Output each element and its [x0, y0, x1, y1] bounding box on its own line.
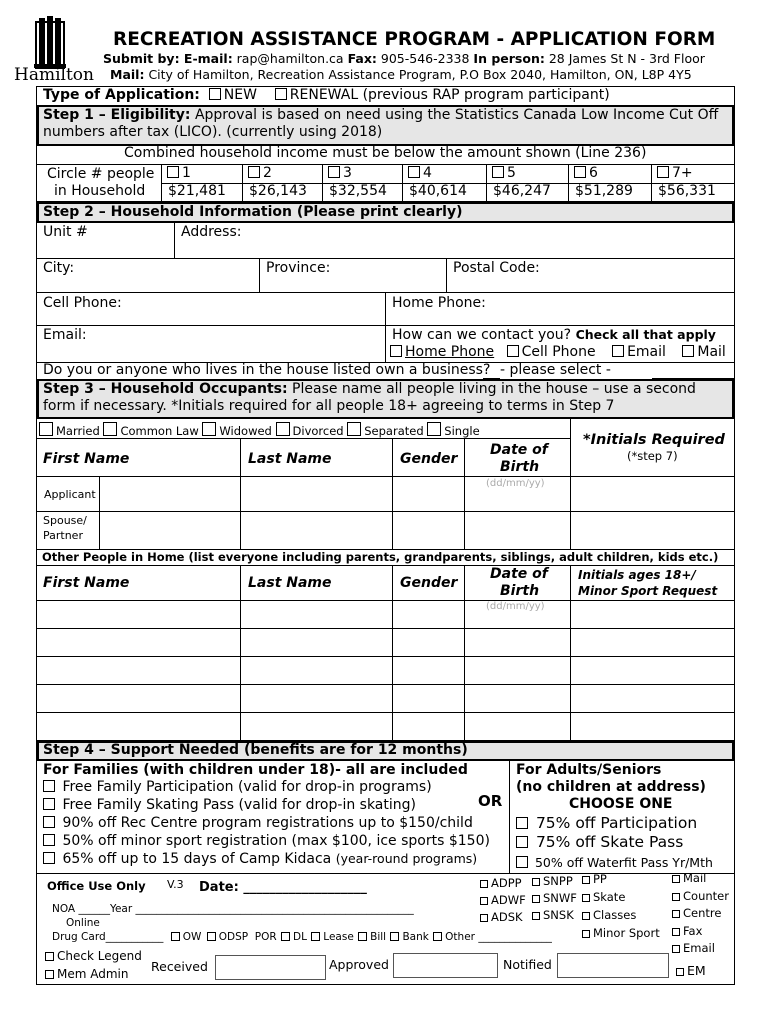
office-online: Online — [66, 917, 100, 929]
code-adsk[interactable]: ADSK — [480, 911, 523, 924]
col-first-name: First Name — [43, 451, 130, 467]
code-snsk[interactable]: SNSK — [532, 909, 574, 922]
family-option-4: 65% off up to 15 days of Camp Kidaca (year-round programs) — [43, 852, 477, 867]
income-amount-6: $51,289 — [575, 183, 633, 199]
income-amount-7: $56,331 — [658, 183, 716, 199]
people-count-2[interactable]: 2 — [248, 166, 272, 181]
adult-skate-checkbox[interactable] — [516, 836, 528, 848]
col-dob-1b: Date of — [490, 566, 548, 582]
office-docs: Drug Card___________ OW ODSP POR DL Lease Bill Bank Other ______________ — [52, 931, 552, 943]
contact-centre[interactable]: Centre — [672, 907, 721, 920]
col-last-name-2: Last Name — [248, 575, 332, 591]
spouse-label-1: Spouse/ — [43, 514, 87, 527]
col-dob-2b: Birth — [500, 583, 540, 599]
applicant-label: Applicant — [44, 488, 96, 501]
income-amount-2: $26,143 — [249, 183, 307, 199]
contact-fax[interactable]: Fax — [672, 925, 702, 938]
email-checkbox[interactable] — [612, 345, 624, 357]
married-checkbox[interactable] — [39, 422, 53, 436]
contact-em[interactable]: EM — [676, 964, 706, 978]
family-skating-checkbox[interactable] — [43, 798, 55, 810]
logo-text: Hamilton — [14, 65, 94, 85]
step1-text2: numbers after tax (LICO). (currently using 2018) — [43, 124, 383, 140]
common-law-checkbox[interactable] — [103, 422, 117, 436]
widowed-checkbox[interactable] — [202, 422, 216, 436]
home-phone-checkbox[interactable] — [390, 345, 402, 357]
step4-title: Step 4 – Support Needed (benefits are for 12 months) — [43, 742, 468, 758]
income-amount-4: $40,614 — [409, 183, 467, 199]
code-pp[interactable]: PP — [582, 873, 607, 886]
notified-field[interactable] — [557, 953, 669, 978]
step1-text: Step 1 – Eligibility: Approval is based on need using the Statistics Canada Low Income Cut Off — [43, 107, 719, 123]
choose-one: CHOOSE ONE — [569, 796, 673, 812]
col-gender: Gender — [400, 451, 458, 467]
adult-option-2: 50% off Waterfit Pass Yr/Mth — [516, 856, 713, 870]
office-date: Date: ___________________ — [199, 880, 367, 895]
people-count-6[interactable]: 6 — [574, 166, 598, 181]
code-snpp[interactable]: SNPP — [532, 875, 573, 888]
income-note: Combined household income must be below the amount shown (Line 236) — [124, 145, 647, 161]
hamilton-logo — [10, 14, 94, 88]
dob-hint: (dd/mm/yy) — [486, 478, 545, 489]
office-version: V.3 — [167, 878, 184, 891]
approved-label: Approved — [329, 957, 389, 972]
code-classes[interactable]: Classes — [582, 909, 636, 922]
contact-options: Home Phone Cell Phone Email Mail — [390, 345, 726, 360]
income-amount-3: $32,554 — [329, 183, 387, 199]
family-participation-checkbox[interactable] — [43, 780, 55, 792]
unit-label: Unit # — [43, 224, 88, 240]
camp-kidaca-checkbox[interactable] — [43, 852, 55, 864]
people-count-1[interactable]: 1 — [167, 166, 191, 181]
city-hall-icon — [10, 14, 90, 70]
code-adpp[interactable]: ADPP — [480, 877, 522, 890]
renewal-checkbox[interactable] — [275, 88, 287, 100]
contact-mail[interactable]: Mail — [672, 872, 706, 885]
code-snwf[interactable]: SNWF — [532, 892, 577, 905]
income-amount-1: $21,481 — [168, 183, 226, 199]
income-amount-5: $46,247 — [493, 183, 551, 199]
initials-step: (*step 7) — [627, 449, 678, 463]
dob-hint-2: (dd/mm/yy) — [486, 601, 545, 612]
families-title: For Families (with children under 18)- all are included — [43, 762, 468, 778]
check-legend: Check Legend — [45, 950, 142, 963]
mail-checkbox[interactable] — [682, 345, 694, 357]
business-select[interactable]: - please select - — [500, 362, 611, 378]
new-checkbox[interactable] — [209, 88, 221, 100]
initials-18-2: Minor Sport Request — [578, 584, 718, 598]
people-count-4[interactable]: 4 — [408, 166, 432, 181]
business-question: Do you or anyone who lives in the house listed own a business? — [43, 362, 491, 378]
code-skate[interactable]: Skate — [582, 891, 625, 904]
people-count-5[interactable]: 5 — [492, 166, 516, 181]
contact-counter[interactable]: Counter — [672, 890, 729, 903]
col-last-name: Last Name — [248, 451, 332, 467]
approved-field[interactable] — [393, 953, 498, 978]
office-title: Office Use Only — [47, 879, 146, 893]
received-field[interactable] — [215, 955, 326, 980]
people-count-3[interactable]: 3 — [328, 166, 352, 181]
home-label: Home Phone: — [392, 295, 486, 311]
step2-title: Step 2 – Household Information (Please print clearly) — [43, 204, 463, 220]
single-checkbox[interactable] — [427, 422, 441, 436]
adult-option-0: 75% off Participation — [516, 815, 697, 832]
separated-checkbox[interactable] — [347, 422, 361, 436]
type-of-application: Type of Application: NEW RENEWAL (previous RAP program participant) — [43, 87, 610, 103]
notified-label: Notified — [503, 957, 552, 972]
mem-admin: Mem Admin — [45, 968, 128, 981]
family-option-2: 90% off Rec Centre program registrations up to $150/child — [43, 816, 473, 831]
code-adwf[interactable]: ADWF — [480, 894, 526, 907]
form-title: RECREATION ASSISTANCE PROGRAM - APPLICATION FORM — [113, 29, 716, 50]
email-label: Email: — [43, 327, 87, 343]
adults-title-1: For Adults/Seniors — [516, 762, 662, 778]
col-dob-2: Birth — [500, 459, 540, 475]
spouse-label-2: Partner — [43, 529, 83, 542]
marital-options: Married Common Law Widowed Divorced Separated Single — [39, 422, 480, 438]
people-count-7[interactable]: 7+ — [657, 166, 693, 181]
minor-sport-checkbox[interactable] — [43, 834, 55, 846]
received-label: Received — [151, 959, 208, 974]
adult-option-1: 75% off Skate Pass — [516, 834, 683, 851]
col-first-name-2: First Name — [43, 575, 130, 591]
initials-required: *Initials Required — [583, 432, 725, 448]
cell-label: Cell Phone: — [43, 295, 122, 311]
col-gender-2: Gender — [400, 575, 458, 591]
initials-18-1: Initials ages 18+/ — [578, 568, 696, 582]
submit-line: Submit by: E-mail: rap@hamilton.ca Fax: 905-546-2338 In person: 28 James St N - 3rd Floor — [103, 51, 705, 66]
or-label: OR — [478, 792, 503, 810]
family-option-3: 50% off minor sport registration (max $100, ice sports $150) — [43, 834, 490, 849]
other-people-label: Other People in Home (list everyone including parents, grandparents, siblings, adult children, kids etc.) — [42, 550, 719, 564]
family-option-0: Free Family Participation (valid for drop-in programs) — [43, 780, 432, 795]
code-minor-sport[interactable]: Minor Sport — [582, 927, 660, 940]
people-label-2: in Household — [54, 183, 146, 199]
step3-text2: form if necessary. *Initials required for all people 18+ agreeing to terms in Step 7 — [43, 398, 615, 414]
postal-label: Postal Code: — [453, 260, 540, 276]
address-label: Address: — [181, 224, 242, 240]
mail-line: Mail: City of Hamilton, Recreation Assistance Program, P.O Box 2040, Hamilton, ON, L8P 4Y5 — [110, 67, 692, 82]
step3-text: Step 3 – Household Occupants: Please name all people living in the house – use a second — [43, 381, 696, 397]
col-dob-1: Date of — [490, 442, 548, 458]
divorced-checkbox[interactable] — [276, 422, 290, 436]
province-label: Province: — [266, 260, 331, 276]
adults-title-2: (no children at address) — [516, 779, 706, 795]
rec-centre-checkbox[interactable] — [43, 816, 55, 828]
family-option-1: Free Family Skating Pass (valid for drop-in skating) — [43, 798, 416, 813]
waterfit-checkbox[interactable] — [516, 856, 528, 868]
cell-phone-checkbox[interactable] — [507, 345, 519, 357]
people-label-1: Circle # people — [47, 166, 155, 182]
office-noa: NOA ______Year _____________________________________________________ — [52, 903, 414, 915]
adult-participation-checkbox[interactable] — [516, 817, 528, 829]
contact-question: How can we contact you? Check all that apply — [392, 327, 716, 343]
city-label: City: — [43, 260, 75, 276]
contact-email[interactable]: Email — [672, 942, 715, 955]
